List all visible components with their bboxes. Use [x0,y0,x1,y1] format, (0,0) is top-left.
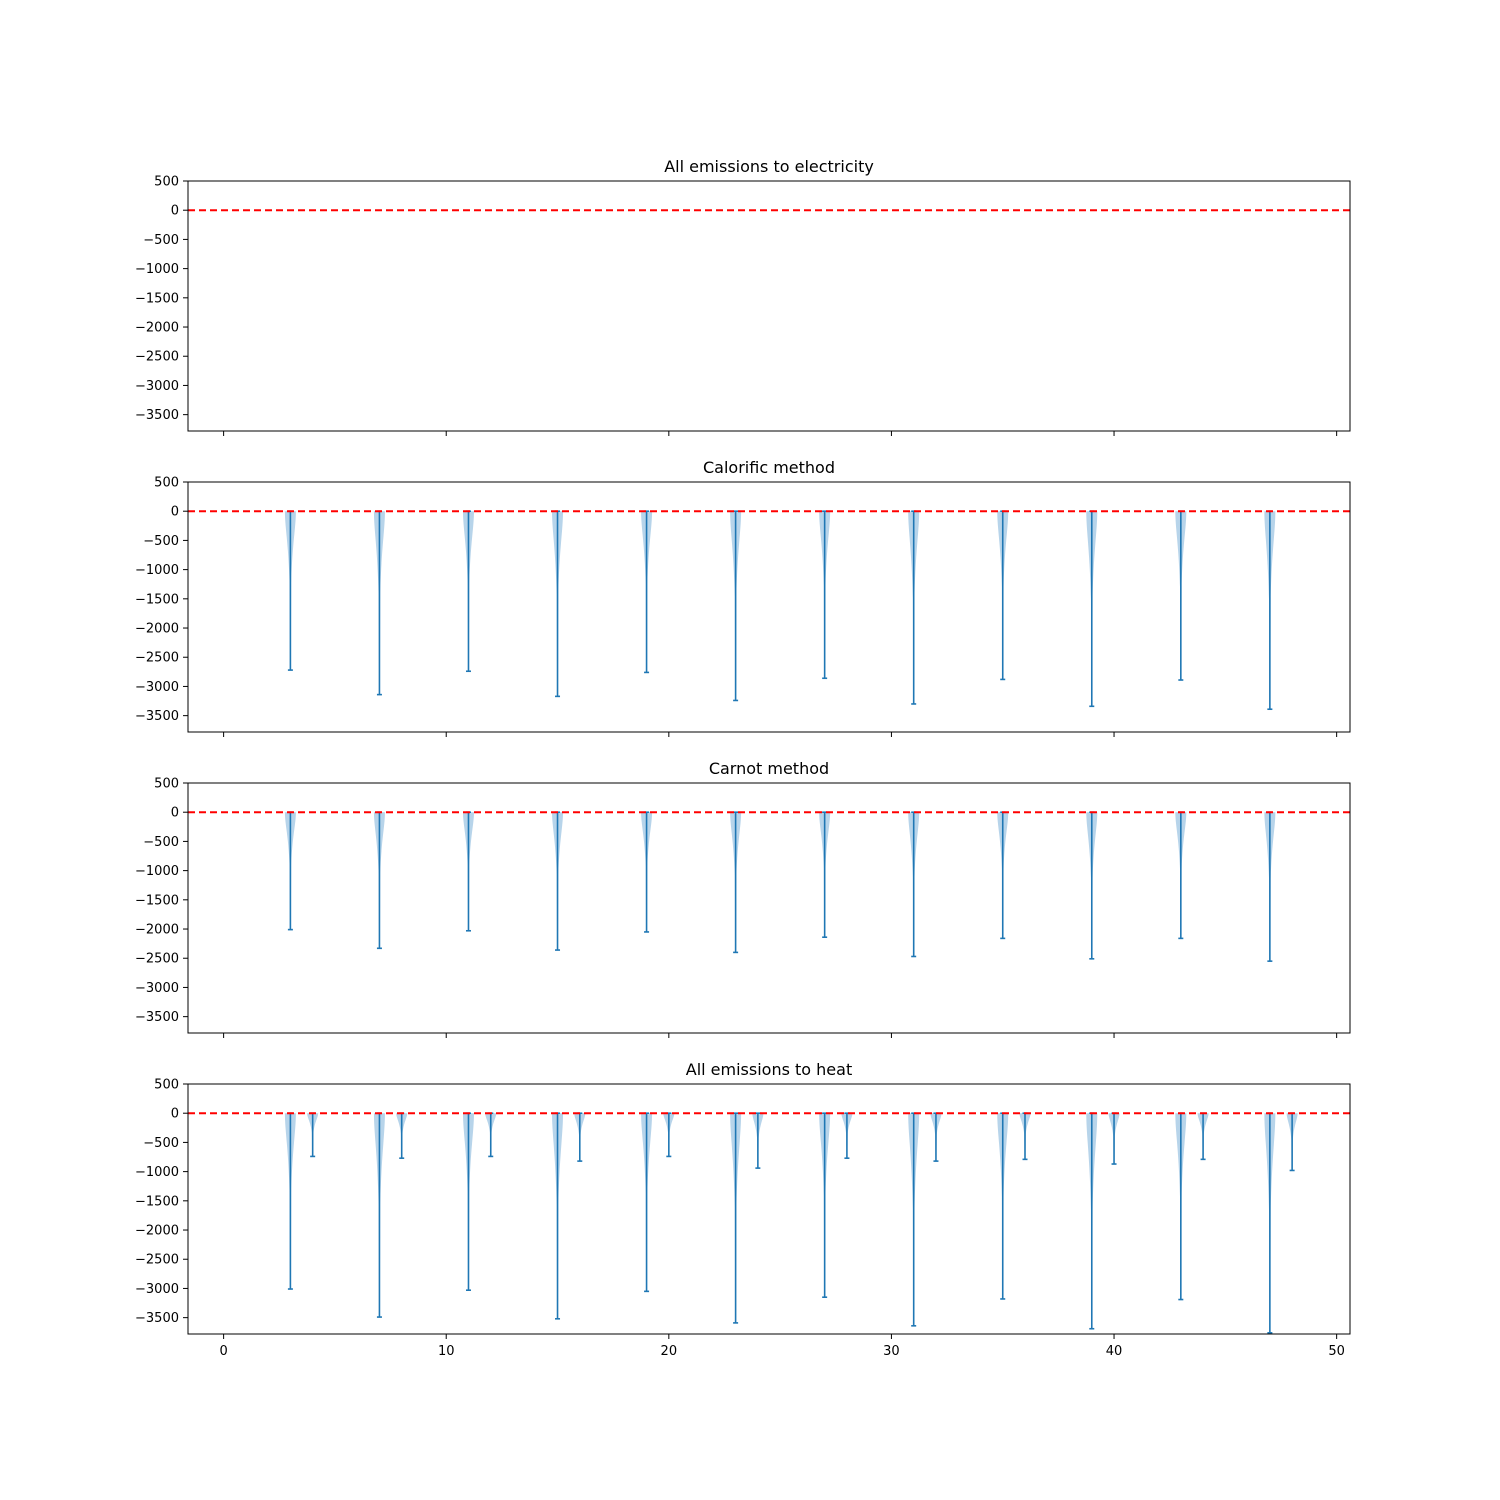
y-tick-label: 0 [170,203,179,219]
violin [552,511,563,696]
x-tick-label: 10 [437,1344,455,1359]
violin [1175,812,1186,938]
violin [1175,1113,1186,1299]
x-tick-label: 40 [1105,1344,1123,1359]
violin [463,1113,474,1290]
subplot-title: All emissions to electricity [664,157,874,176]
subplot-4 [135,1060,1350,1359]
y-tick-label: 0 [170,504,179,520]
violin [307,1113,318,1156]
violin [641,812,652,932]
violin [1287,1113,1298,1170]
y-tick-label: −500 [143,834,179,850]
subplot-1 [135,157,1350,436]
violin [908,812,919,956]
violin [663,1113,674,1156]
y-tick-label: −1500 [135,893,179,909]
violin [997,1113,1008,1299]
violin [396,1113,407,1158]
axes-frame [188,783,1350,1033]
y-tick-label: −1000 [135,864,179,880]
y-tick-label: −1500 [135,592,179,608]
violin [485,1113,496,1156]
violin [463,511,474,671]
violin [752,1113,763,1168]
violin [819,812,830,937]
violin [574,1113,585,1161]
y-tick-label: −2500 [135,650,179,666]
violin [997,812,1008,938]
y-tick-label: −3500 [135,408,179,424]
violin [285,511,296,670]
y-tick-label: −1000 [135,1165,179,1181]
subplot-title: Calorific method [703,458,835,477]
violin [997,511,1008,679]
violin [1264,511,1275,709]
subplot-3 [135,759,1350,1038]
y-tick-label: −500 [143,1135,179,1151]
y-tick-label: 500 [154,174,179,190]
violin [930,1113,941,1161]
y-tick-label: −2000 [135,320,179,336]
violin [1086,511,1097,706]
y-tick-label: −1500 [135,291,179,307]
violin [908,511,919,704]
axes-frame [188,181,1350,431]
x-tick-label: 30 [883,1344,900,1359]
violin [285,812,296,929]
x-tick-label: 0 [219,1344,228,1359]
violin [730,812,741,952]
y-tick-label: −1000 [135,262,179,278]
violin [841,1113,852,1158]
violin [730,1113,741,1323]
y-tick-label: −3000 [135,679,179,695]
violin [641,511,652,672]
y-tick-label: −2500 [135,1252,179,1268]
violin [908,1113,919,1326]
y-tick-label: −2000 [135,922,179,938]
y-tick-label: 500 [154,1077,179,1093]
y-tick-label: −3000 [135,980,179,996]
subplot-title: All emissions to heat [685,1060,853,1079]
y-tick-label: −2500 [135,951,179,967]
violin [374,1113,385,1317]
y-tick-label: −1000 [135,563,179,579]
violin [730,511,741,700]
violin [819,1113,830,1297]
y-tick-label: −1500 [135,1194,179,1210]
violin [1109,1113,1120,1164]
y-tick-label: −3500 [135,709,179,725]
violin [552,1113,563,1319]
y-tick-label: −2500 [135,349,179,365]
violin [1198,1113,1209,1159]
y-tick-label: −3500 [135,1010,179,1026]
violin [819,511,830,678]
violin [374,511,385,694]
violin [285,1113,296,1289]
y-tick-label: −500 [143,232,179,248]
subplot-2 [135,458,1350,737]
violin [463,812,474,931]
violin [1264,812,1275,961]
y-tick-label: −3500 [135,1311,179,1327]
violin [1264,1113,1275,1333]
y-tick-label: 500 [154,776,179,792]
violin [641,1113,652,1291]
y-tick-label: −500 [143,533,179,549]
violin [1086,812,1097,959]
violin [1175,511,1186,680]
y-tick-label: 0 [170,805,179,821]
x-tick-label: 50 [1328,1344,1345,1359]
y-tick-label: −2000 [135,621,179,637]
y-tick-label: −3000 [135,1281,179,1297]
subplot-title: Carnot method [708,759,830,778]
y-tick-label: 0 [170,1106,179,1122]
y-tick-label: 500 [154,475,179,491]
violin [1086,1113,1097,1329]
y-tick-label: −2000 [135,1223,179,1239]
y-tick-label: −3000 [135,378,179,394]
violin [552,812,563,950]
x-tick-label: 20 [660,1344,678,1359]
violin [374,812,385,948]
violin [1019,1113,1030,1159]
